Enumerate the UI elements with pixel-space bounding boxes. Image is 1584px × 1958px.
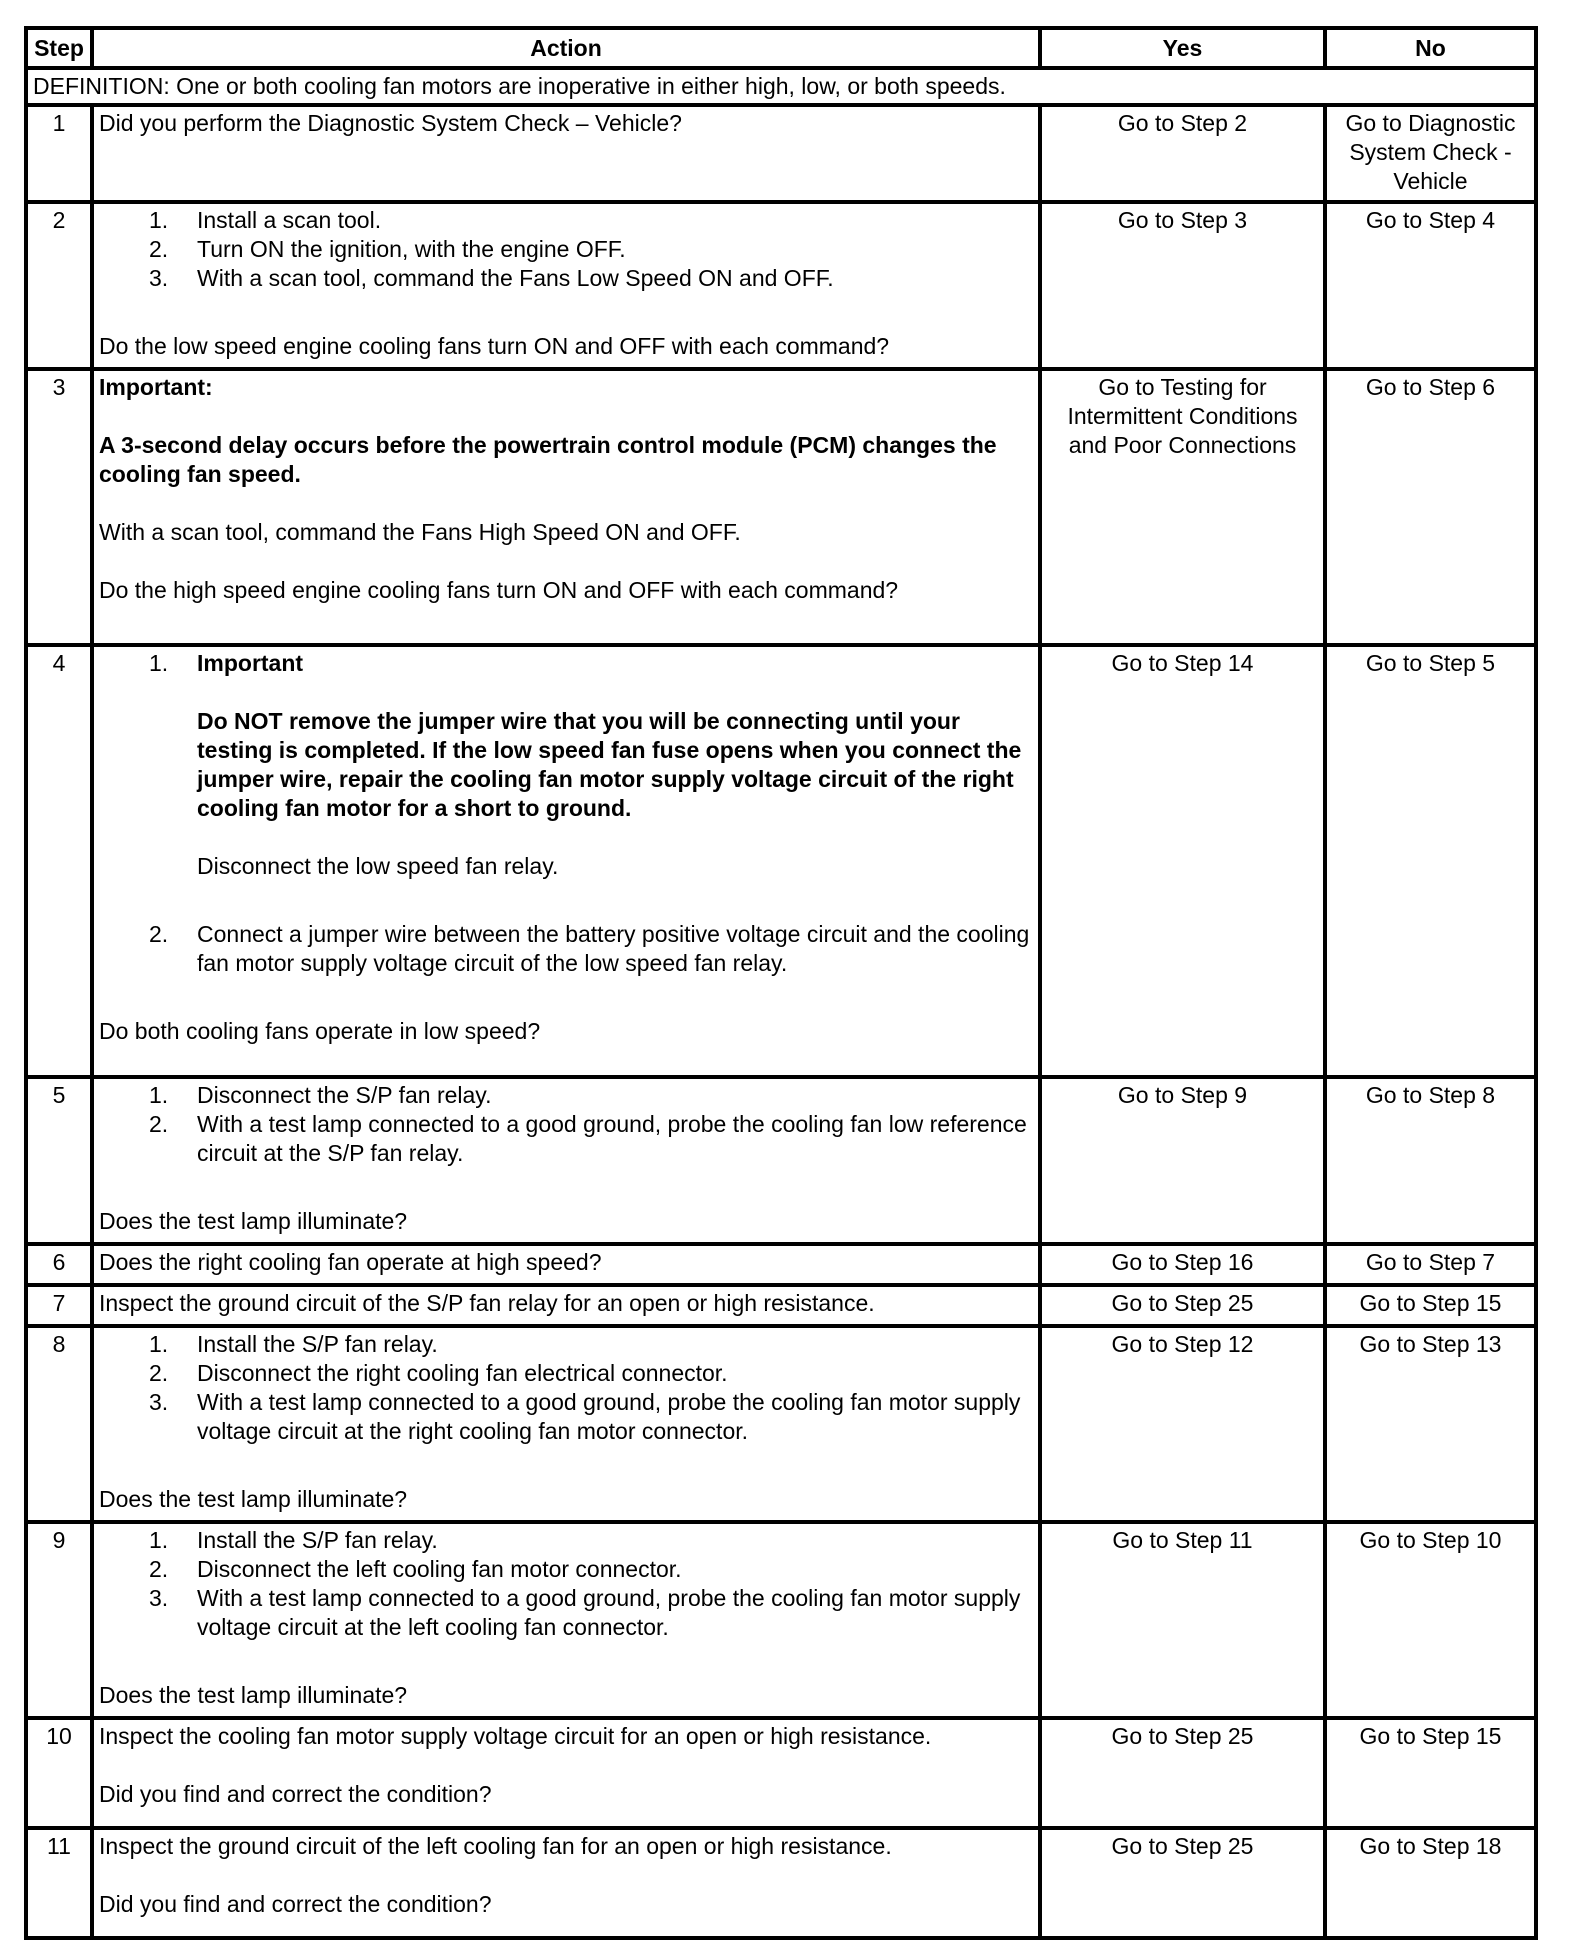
list-item-text: With a test lamp connected to a good ground, probe the cooling fan low reference circuit at the S/P fan relay. xyxy=(197,1111,1027,1166)
table-row xyxy=(26,645,1536,1077)
action-list xyxy=(99,649,1033,978)
step-number: 2 xyxy=(26,202,92,369)
list-item: 3. With a test lamp connected to a good ground, probe the cooling fan motor supply voltage circuit at the right cooling fan motor connector. xyxy=(149,1389,1021,1444)
action-question: Does the test lamp illuminate? xyxy=(99,1682,408,1708)
action-list xyxy=(99,206,1033,293)
table-row xyxy=(26,1285,1536,1326)
action-list xyxy=(99,1081,1033,1168)
action-question: Do the high speed engine cooling fans turn ON and OFF with each command? xyxy=(99,577,899,603)
step-number: 8 xyxy=(26,1326,92,1522)
action-question: Does the test lamp illuminate? xyxy=(99,1208,408,1234)
yes-cell: Go to Testing for Intermittent Conditions and Poor Connections xyxy=(1040,369,1325,645)
list-item: 2. Turn ON the ignition, with the engine OFF. xyxy=(149,236,626,262)
yes-cell: Go to Step 25 xyxy=(1040,1285,1325,1326)
yes-cell: Go to Step 9 xyxy=(1040,1077,1325,1244)
no-cell: Go to Step 4 xyxy=(1325,202,1536,369)
action-question: Did you find and correct the condition? xyxy=(99,1781,492,1807)
no-cell: Go to Step 15 xyxy=(1325,1285,1536,1326)
step-number: 6 xyxy=(26,1244,92,1285)
list-item: 1. Disconnect the S/P fan relay. xyxy=(149,1082,492,1108)
list-item-text: Disconnect the low speed fan relay. xyxy=(197,853,559,879)
header-yes: Yes xyxy=(1040,28,1325,68)
list-item: 2. Disconnect the left cooling fan motor connector. xyxy=(149,1556,682,1582)
action-instruction: Inspect the cooling fan motor supply voltage circuit for an open or high resistance. xyxy=(99,1723,932,1749)
no-cell: Go to Step 8 xyxy=(1325,1077,1536,1244)
yes-cell: Go to Step 12 xyxy=(1040,1326,1325,1522)
table-row xyxy=(26,105,1536,202)
header-action: Action xyxy=(92,28,1040,68)
action-question: Do the low speed engine cooling fans turn ON and OFF with each command? xyxy=(99,333,890,359)
header-row xyxy=(26,28,1536,68)
definition-text: DEFINITION: One or both cooling fan motors are inoperative in either high, low, or both speeds. xyxy=(26,68,1536,105)
yes-cell: Go to Step 2 xyxy=(1040,105,1325,202)
no-cell: Go to Step 5 xyxy=(1325,645,1536,1077)
action-question: Did you perform the Diagnostic System Check – Vehicle? xyxy=(99,110,682,136)
action-question: Inspect the ground circuit of the S/P fan relay for an open or high resistance. xyxy=(99,1290,875,1316)
action-instruction: With a scan tool, command the Fans High Speed ON and OFF. xyxy=(99,519,741,545)
step-number: 11 xyxy=(26,1828,92,1938)
yes-cell: Go to Step 16 xyxy=(1040,1244,1325,1285)
step-number: 3 xyxy=(26,369,92,645)
action-question: Does the right cooling fan operate at high speed? xyxy=(99,1249,602,1275)
step-number: 5 xyxy=(26,1077,92,1244)
list-item-text: With a test lamp connected to a good ground, probe the cooling fan motor supply voltage circuit at the right cooling fan motor connector. xyxy=(197,1389,1021,1444)
action-list xyxy=(99,1330,1033,1446)
diagnostic-table xyxy=(24,26,1538,1940)
list-item-text: Connect a jumper wire between the battery positive voltage circuit and the cooling fan motor supply voltage circuit of the low speed fan relay. xyxy=(197,921,1030,976)
action-cell xyxy=(92,1718,1040,1828)
no-cell: Go to Step 15 xyxy=(1325,1718,1536,1828)
step-number: 9 xyxy=(26,1522,92,1718)
action-question: Did you find and correct the condition? xyxy=(99,1891,492,1917)
no-cell: Go to Step 13 xyxy=(1325,1326,1536,1522)
table-row xyxy=(26,202,1536,369)
action-instruction: Inspect the ground circuit of the left cooling fan for an open or high resistance. xyxy=(99,1833,892,1859)
yes-cell: Go to Step 25 xyxy=(1040,1828,1325,1938)
table-row xyxy=(26,369,1536,645)
action-question: Does the test lamp illuminate? xyxy=(99,1486,408,1512)
step-number: 4 xyxy=(26,645,92,1077)
important-label: Important xyxy=(197,650,304,676)
action-question: Do both cooling fans operate in low speed? xyxy=(99,1018,541,1044)
definition-row xyxy=(26,68,1536,105)
table-row xyxy=(26,1244,1536,1285)
list-item-text: Disconnect the left cooling fan motor connector. xyxy=(197,1556,682,1582)
important-text: Do NOT remove the jumper wire that you will be connecting until your testing is completed. If the low speed fan fuse opens when you connect the jumper wire, repair the cooling fan motor supply voltage circuit of the right cooling fan motor for a short to ground. xyxy=(197,708,1022,821)
list-item: 1. Install the S/P fan relay. xyxy=(149,1331,438,1357)
list-item-text: With a test lamp connected to a good ground, probe the cooling fan motor supply voltage circuit at the left cooling fan connector. xyxy=(197,1585,1021,1640)
action-cell xyxy=(92,645,1040,1077)
yes-cell: Go to Step 14 xyxy=(1040,645,1325,1077)
table-row xyxy=(26,1326,1536,1522)
table-row xyxy=(26,1718,1536,1828)
list-item: 3. With a test lamp connected to a good ground, probe the cooling fan motor supply voltage circuit at the left cooling fan connector. xyxy=(149,1585,1021,1640)
no-cell: Go to Step 7 xyxy=(1325,1244,1536,1285)
list-item: 1. Install the S/P fan relay. xyxy=(149,1527,438,1553)
action-cell xyxy=(92,1285,1040,1326)
list-item: 3. With a scan tool, command the Fans Low Speed ON and OFF. xyxy=(149,265,834,291)
action-list xyxy=(99,1526,1033,1642)
action-cell xyxy=(92,1522,1040,1718)
step-number: 7 xyxy=(26,1285,92,1326)
table-row xyxy=(26,1522,1536,1718)
no-cell: Go to Step 10 xyxy=(1325,1522,1536,1718)
action-cell xyxy=(92,1077,1040,1244)
action-cell xyxy=(92,1828,1040,1938)
list-item: 2. Disconnect the right cooling fan electrical connector. xyxy=(149,1360,728,1386)
list-item-text: Install a scan tool. xyxy=(197,207,382,233)
no-cell: Go to Diagnostic System Check - Vehicle xyxy=(1325,105,1536,202)
list-item: 2. Connect a jumper wire between the battery positive voltage circuit and the cooling fan motor supply voltage circuit of the low speed fan relay. xyxy=(149,921,1030,976)
important-text: A 3-second delay occurs before the powertrain control module (PCM) changes the cooling fan speed. xyxy=(99,432,997,487)
yes-cell: Go to Step 3 xyxy=(1040,202,1325,369)
header-step: Step xyxy=(26,28,92,68)
list-item: 1. Install a scan tool. xyxy=(149,207,382,233)
no-cell: Go to Step 18 xyxy=(1325,1828,1536,1938)
list-item-text: Install the S/P fan relay. xyxy=(197,1331,438,1357)
action-cell xyxy=(92,369,1040,645)
list-item-text: Install the S/P fan relay. xyxy=(197,1527,438,1553)
yes-cell: Go to Step 11 xyxy=(1040,1522,1325,1718)
step-number: 10 xyxy=(26,1718,92,1828)
list-item: 2. With a test lamp connected to a good ground, probe the cooling fan low reference circuit at the S/P fan relay. xyxy=(149,1111,1027,1166)
action-cell xyxy=(92,1244,1040,1285)
list-item: 1. Important Do NOT remove the jumper wire that you will be connecting until your testing is completed. If the low speed fan fuse opens when you connect the jumper wire, repair the cooling fan motor supply voltage circuit of the right cooling fan motor for a short to ground. Disconnect the low speed fan relay. xyxy=(99,649,1033,881)
action-cell xyxy=(92,105,1040,202)
important-label: Important: xyxy=(99,374,213,400)
step-number: 1 xyxy=(26,105,92,202)
list-item-text: Disconnect the right cooling fan electrical connector. xyxy=(197,1360,728,1386)
list-item-text: With a scan tool, command the Fans Low Speed ON and OFF. xyxy=(197,265,834,291)
action-cell xyxy=(92,202,1040,369)
yes-cell: Go to Step 25 xyxy=(1040,1718,1325,1828)
no-cell: Go to Step 6 xyxy=(1325,369,1536,645)
list-item-text: Disconnect the S/P fan relay. xyxy=(197,1082,492,1108)
table-row xyxy=(26,1077,1536,1244)
list-item-text: Turn ON the ignition, with the engine OFF. xyxy=(197,236,626,262)
action-cell xyxy=(92,1326,1040,1522)
table-row xyxy=(26,1828,1536,1938)
header-no: No xyxy=(1325,28,1536,68)
